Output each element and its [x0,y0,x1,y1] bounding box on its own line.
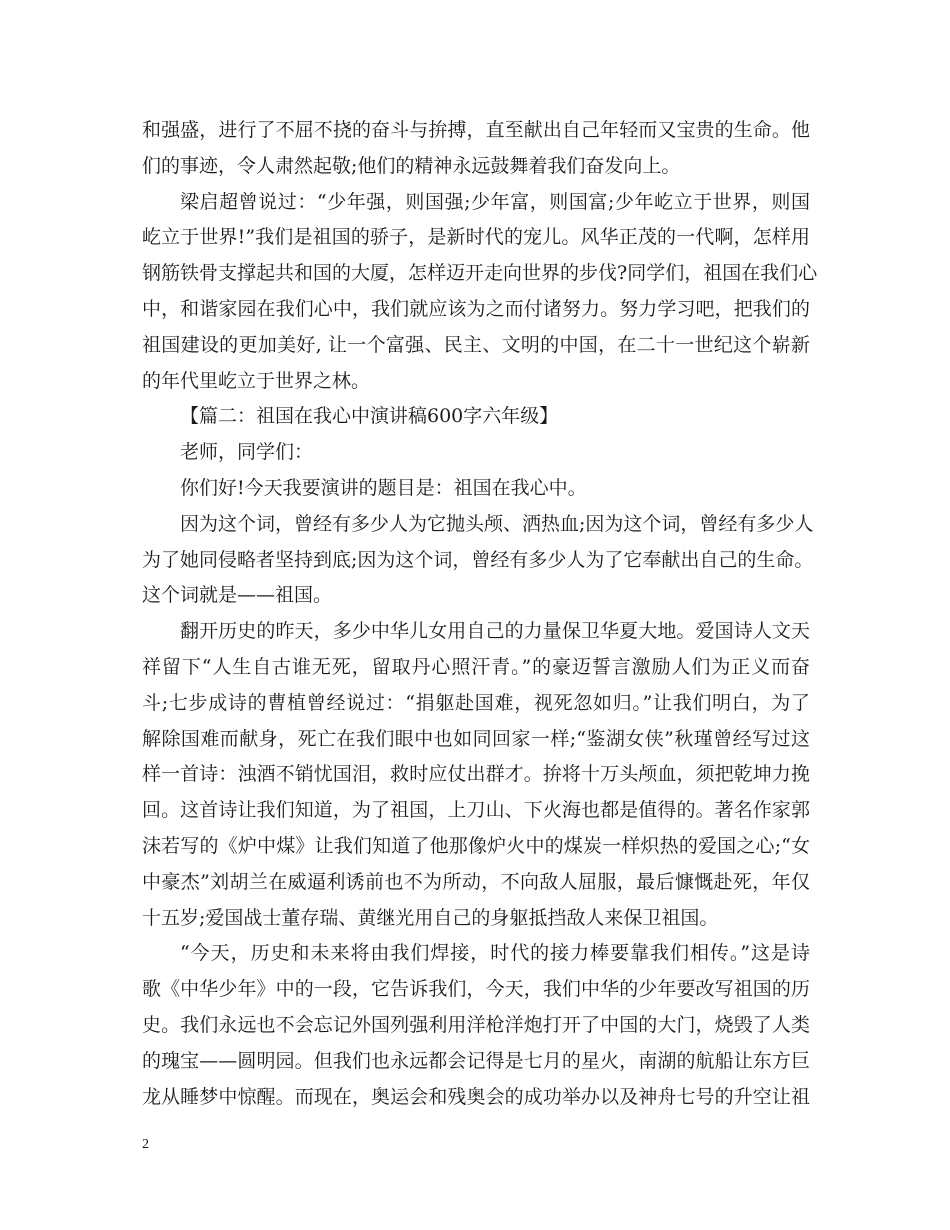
text-line: 为了她同侵略者坚持到底;因为这个词，曾经有多少人为了它奉献出自己的生命。 [142,548,814,571]
text-line: 钢筋铁骨支撑起共和国的大厦，怎样迈开走向世界的步伐?同学们，祖国在我们心 [142,262,818,285]
text-line: 解除国难而献身，死亡在我们眼中也如同回家一样;“鉴湖女侠”秋瑾曾经写过这 [142,727,810,750]
text-line: 龙从睡梦中惊醒。而现在，奥运会和残奥会的成功举办以及神舟七号的升空让祖 [142,1085,810,1108]
text-line: 史。我们永远也不会忘记外国列强利用洋枪洋炮打开了中国的大门，烧毁了人类 [142,1013,810,1036]
text-line: 这个词就是——祖国。 [142,584,333,607]
text-line: 十五岁;爱国战士董存瑞、黄继光用自己的身躯抵挡敌人来保卫祖国。 [142,906,719,929]
text-line: 斗;七步成诗的曹植曾经说过：“捐躯赴国难，视死忽如归。”让我们明白，为了 [142,691,810,714]
text-line: 【篇二：祖国在我心中演讲稿600字六年级】 [180,405,559,428]
text-line: 你们好!今天我要演讲的题目是：祖国在我心中。 [180,476,587,499]
text-line: 屹立于世界!”我们是祖国的骄子，是新时代的宠儿。风华正茂的一代啊，怎样用 [142,226,810,249]
text-line: 祥留下“人生自古谁无死，留取丹心照汗青。”的豪迈誓言激励人们为正义而奋 [142,655,810,678]
text-line: 因为这个词，曾经有多少人为它抛头颅、洒热血;因为这个词，曾经有多少人 [180,512,814,535]
text-line: 翻开历史的昨天，多少中华儿女用自己的力量保卫华夏大地。爱国诗人文天 [180,620,810,643]
text-line: 样一首诗：浊酒不销忧国泪，救时应仗出群才。拚将十万头颅血，须把乾坤力挽 [142,763,810,786]
text-line: 回。这首诗让我们知道，为了祖国，上刀山、下火海也都是值得的。著名作家郭 [142,799,810,822]
text-line: 祖国建设的更加美好, 让一个富强、民主、文明的中国，在二十一世纪这个崭新 [142,333,810,356]
text-line: “今天，历史和未来将由我们焊接，时代的接力棒要靠我们相传。”这是诗 [180,942,810,965]
text-line: 和强盛，进行了不屈不挠的奋斗与拚搏，直至献出自己年轻而又宝贵的生命。他 [142,119,810,141]
text-line: 沫若写的《炉中煤》让我们知道了他那像炉火中的煤炭一样炽热的爱国之心;“女 [142,834,810,857]
text-line: 的瑰宝——圆明园。但我们也永远都会记得是七月的星火，南湖的航船让东方巨 [142,1049,810,1072]
page-number: 2 [142,1137,149,1152]
document-body [142,113,818,1115]
text-line: 歌《中华少年》中的一段，它告诉我们，今天，我们中华的少年要改写祖国的历 [142,978,810,1001]
text-line: 们的事迹，令人肃然起敬;他们的精神永远鼓舞着我们奋发向上。 [142,154,681,177]
text-line: 梁启超曾说过：“少年强，则国强;少年富，则国富;少年屹立于世界，则国 [180,190,810,213]
text-line: 的年代里屹立于世界之林。 [142,369,371,392]
text-line: 中，和谐家园在我们心中，我们就应该为之而付诸努力。努力学习吧，把我们的 [142,297,810,320]
text-line: 老师，同学们： [180,441,314,464]
text-line: 中豪杰”刘胡兰在威逼利诱前也不为所动，不向敌人屈服，最后慷慨赴死，年仅 [142,870,810,893]
